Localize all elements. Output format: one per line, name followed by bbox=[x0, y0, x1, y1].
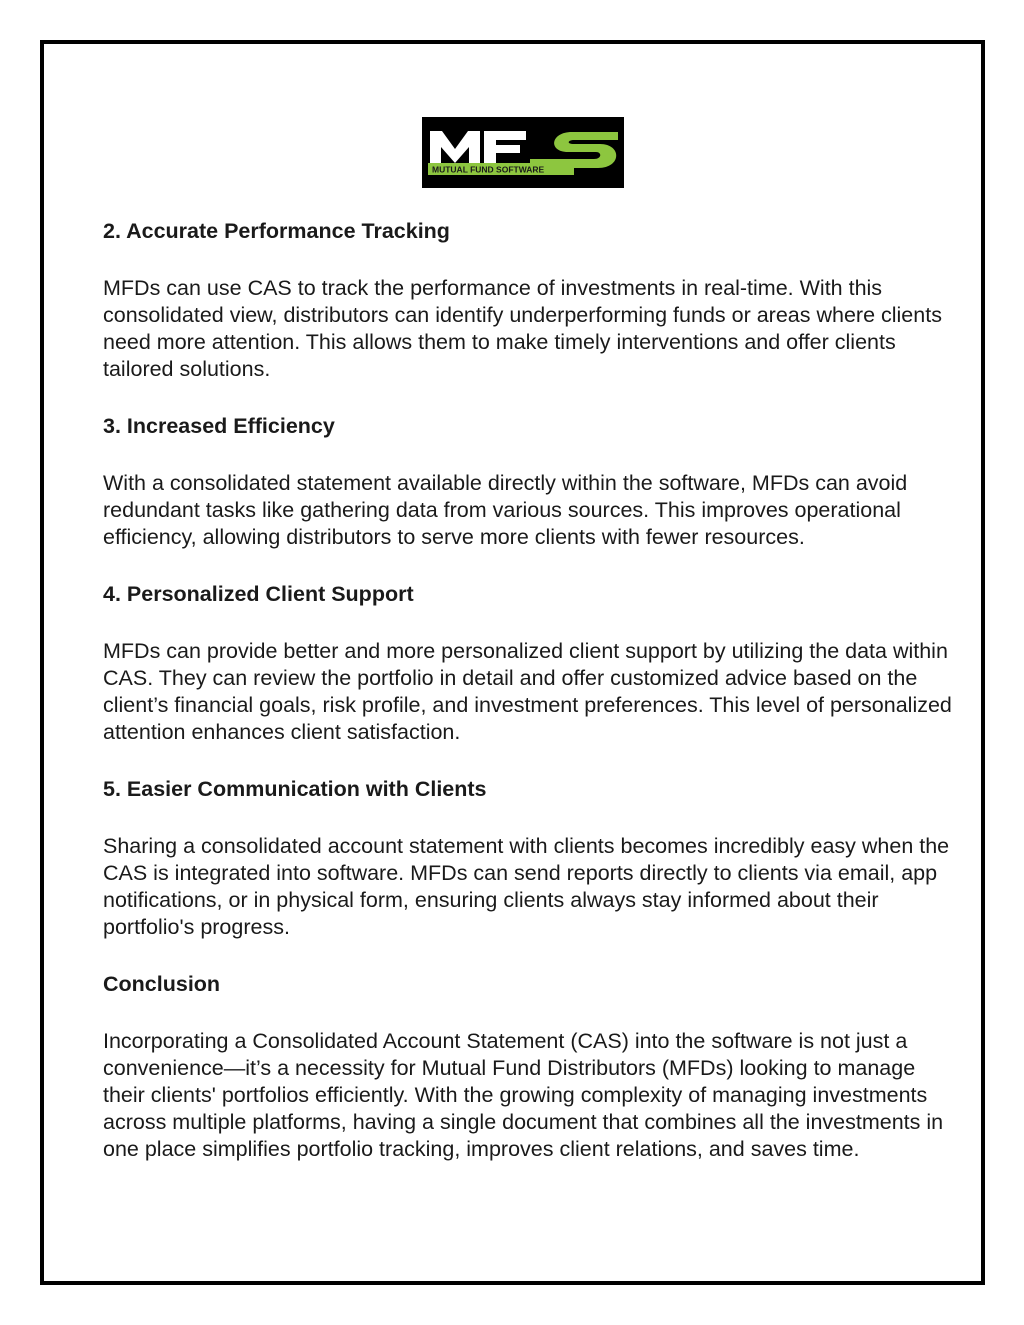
mfs-logo bbox=[422, 117, 624, 188]
section-heading-client-support: 4. Personalized Client Support bbox=[103, 582, 414, 606]
section-heading-conclusion: Conclusion bbox=[103, 972, 221, 996]
section-heading-performance-tracking: 2. Accurate Performance Tracking bbox=[103, 219, 450, 243]
section-heading-efficiency: 3. Increased Efficiency bbox=[103, 414, 335, 438]
page-frame bbox=[40, 40, 985, 1285]
mfs-logo-graphic bbox=[422, 117, 624, 188]
section-body-communication: Sharing a consolidated account statement with clients becomes incredibly easy when the CAS is integrated into software. MFDs can send reports directly to clients via email, app notifications, or in physical form, ensuring clients always stay informed about their portfolio's progress. bbox=[103, 834, 950, 939]
section-body-client-support: MFDs can provide better and more personalized client support by utilizing the data within CAS. They can review the portfolio in detail and offer customized advice based on the client’s financial goals, risk profile, and investment preferences. This level of personalized attention enhances client satisfaction. bbox=[103, 639, 952, 744]
logo-tagline: MUTUAL FUND SOFTWARE bbox=[432, 164, 545, 175]
section-body-performance-tracking: MFDs can use CAS to track the performance of investments in real-time. With this consolidated view, distributors can identify underperforming funds or areas where clients need more attention. This allows them to make timely interventions and offer clients tailored solutions. bbox=[103, 276, 942, 381]
document-body bbox=[103, 218, 953, 1163]
section-body-conclusion: Incorporating a Consolidated Account Statement (CAS) into the software is not just a convenience—it’s a necessity for Mutual Fund Distributors (MFDs) looking to manage their clients' portfolios efficiently. With the growing complexity of managing investments across multiple platforms, having a single document that combines all the investments in one place simplifies portfolio tracking, improves client relations, and saves time. bbox=[103, 1029, 944, 1161]
section-heading-communication: 5. Easier Communication with Clients bbox=[103, 777, 487, 801]
section-body-efficiency: With a consolidated statement available directly within the software, MFDs can avoid redundant tasks like gathering data from various sources. This improves operational efficiency, allowing distributors to serve more clients with fewer resources. bbox=[103, 471, 908, 549]
